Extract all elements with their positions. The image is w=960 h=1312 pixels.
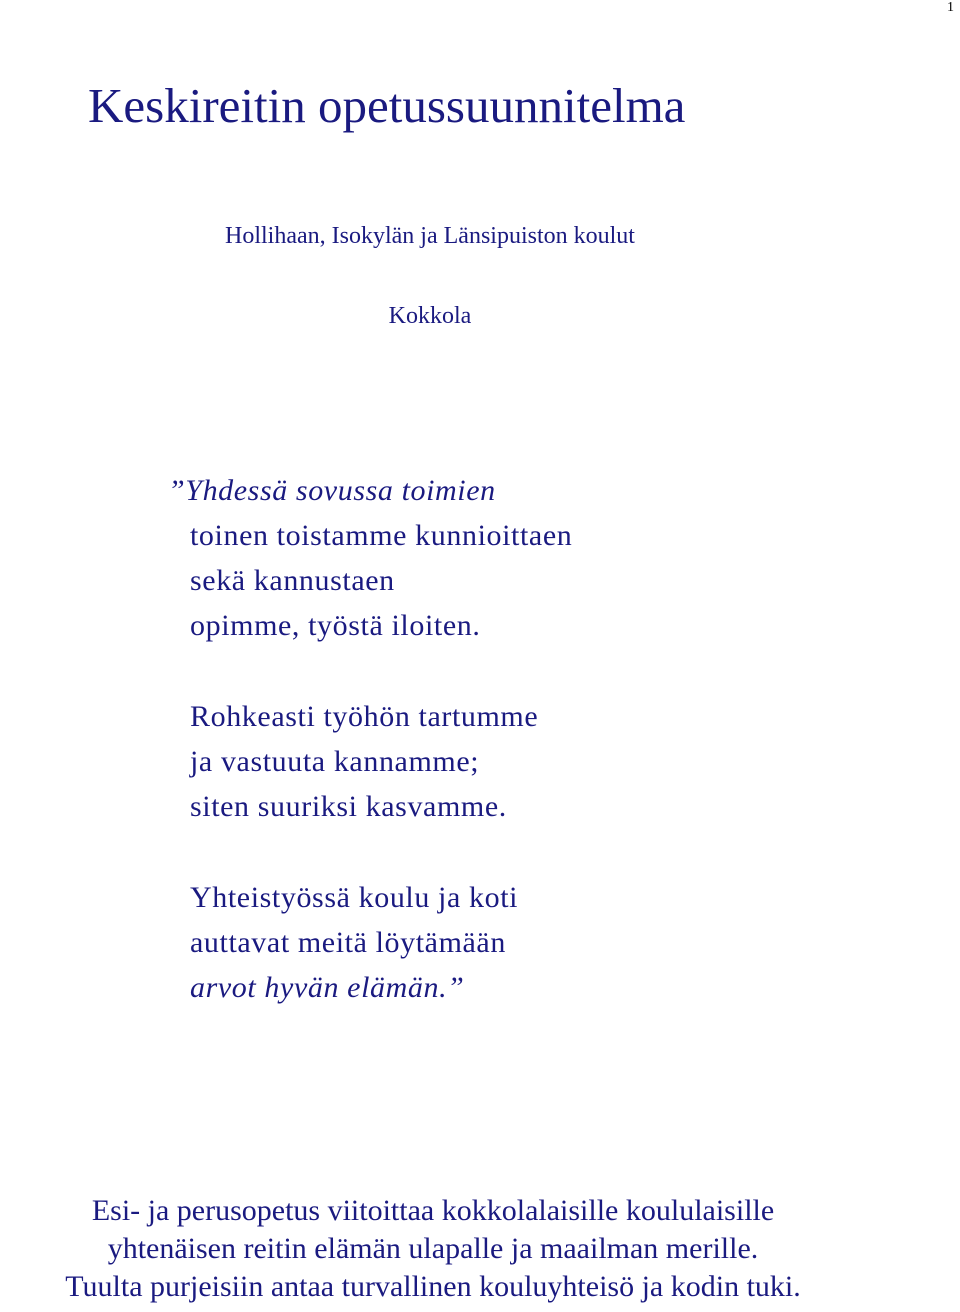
poem-line: arvot hyvän elämän.” (190, 971, 465, 1004)
city-subtitle: Kokkola (388, 303, 472, 329)
page-number: 1 (947, 0, 954, 15)
poem-stanza-2 (190, 694, 572, 829)
poem-line: Rohkeasti työhön tartumme (190, 700, 539, 733)
document-title: Keskireitin opetussuunnitelma (88, 78, 686, 133)
closing-line: Esi- ja perusopetus viitoittaa kokkolalaisille koululaisille (91, 1194, 775, 1227)
poem (168, 468, 573, 1010)
schools-subtitle: Hollihaan, Isokylän ja Länsipuiston koulut (225, 223, 635, 249)
closing-line: Tuulta purjeisiin antaa turvallinen kouluyhteisö ja kodin tuki. (65, 1270, 801, 1303)
poem-stanza-3 (190, 875, 572, 1010)
poem-line: toinen toistamme kunnioittaen (190, 519, 573, 552)
poem-line: siten suuriksi kasvamme. (190, 790, 507, 823)
poem-line: ja vastuuta kannamme; (190, 745, 480, 778)
closing-line: yhtenäisen reitin elämän ulapalle ja maailman merille. (107, 1232, 759, 1265)
poem-line: ”Yhdessä sovussa toimien (168, 474, 496, 507)
closing-paragraph (0, 1192, 866, 1306)
poem-line: auttavat meitä löytämään (190, 926, 506, 959)
poem-line: opimme, työstä iloiten. (190, 609, 481, 642)
poem-stanza-1 (168, 468, 573, 648)
poem-line: Yhteistyössä koulu ja koti (190, 881, 519, 914)
poem-line: sekä kannustaen (190, 564, 395, 597)
